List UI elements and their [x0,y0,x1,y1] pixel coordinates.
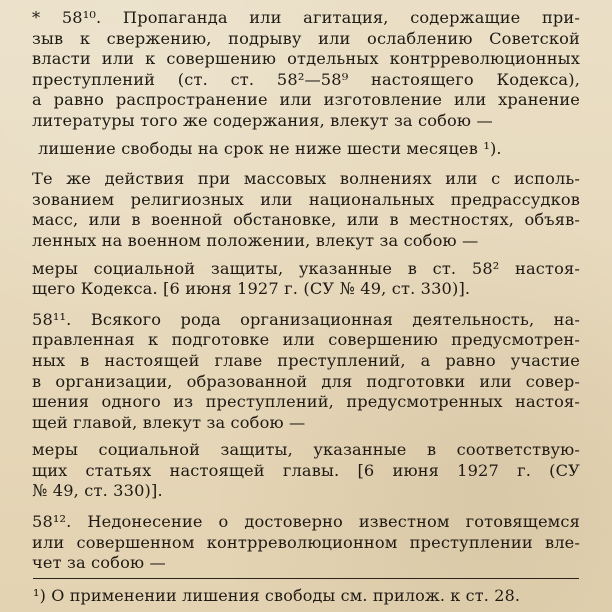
footnote-text: ¹) О применении лишения свободы см. прилож. к ст. 28. [33,586,521,605]
article-58-12-line-3: чет за собою — [32,553,166,573]
article-58-10-part-2-line-2: зованием религиозных или национальных предрассудков [32,189,580,209]
article-58-10-line-6: литературы того же содержания, влекут за собою — [32,110,493,130]
article-58-12-line-2: или совершенном контрреволюционном преступлении вле- [32,532,580,552]
article-58-11-line-2: правленная к подготовке или совершению предусмотрен- [32,330,580,350]
spacer [32,300,580,310]
article-58-10-part-2 [32,169,580,300]
article-58-11-line-4: в организации, образованной для подготовки или совер- [32,371,580,391]
article-58-10-line-2: зыв к свержению, подрыву или ослаблению Советской [32,28,580,48]
article-58-11-penalty-line-2: щих статьях настоящей главы. [6 июня 1927 г. (СУ [32,460,580,480]
article-58-10-penalty: лишение свободы на срок не ниже шести месяцев ¹). [38,138,502,158]
article-58-11-line-5: шения одного из преступлений, предусмотренных настоя- [32,392,580,412]
article-58-10-part-2-line-4: ленных на военном положении, влекут за собою — [32,230,479,250]
spacer [32,159,580,169]
article-58-10-line-3: власти или к совершению отдельных контрреволюционных [32,49,580,69]
spacer [32,433,580,440]
article-58-10 [32,8,580,159]
article-58-11-line-6: щей главой, влекут за собою — [32,412,306,432]
article-58-10-line-4: преступлений (ст. ст. 58²—58⁹ настоящего Кодекса), [32,69,580,89]
article-58-12-line-1: 58¹². Недонесение о достоверно известном готовящемся [32,512,580,532]
spacer [32,252,580,259]
spacer [32,132,580,139]
article-58-10-part-2-penalty-line-1: меры социальной защиты, указанные в ст. 58² настоя- [32,258,580,278]
article-58-11-penalty-line-3: № 49, ст. 330)]. [32,481,163,501]
article-58-12 [32,512,580,574]
spacer [32,502,580,512]
article-58-10-part-2-penalty-line-2: щего Кодекса. [6 июня 1927 г. (СУ № 49, ст. 330)]. [32,279,471,299]
footnote [33,586,579,607]
article-58-10-line-5: а равно распространение или изготовление или хранение [32,90,580,110]
article-58-10-part-2-line-1: Те же действия при массовых волнениях или с исполь- [32,169,580,189]
footnote-divider [33,578,579,579]
article-58-10-line-1: * 58¹⁰. Пропаганда или агитация, содержащие при- [32,8,580,27]
article-58-11-line-3: ных в настоящей главе преступлений, а равно участие [32,350,580,370]
article-58-11-penalty-line-1: меры социальной защиты, указанные в соответствую- [32,440,580,460]
article-58-10-part-2-line-3: масс, или в военной обстановке, или в местностях, объяв- [32,210,580,230]
article-58-11-line-1: 58¹¹. Всякого рода организационная деятельность, на- [32,309,580,329]
article-58-11 [32,310,580,502]
